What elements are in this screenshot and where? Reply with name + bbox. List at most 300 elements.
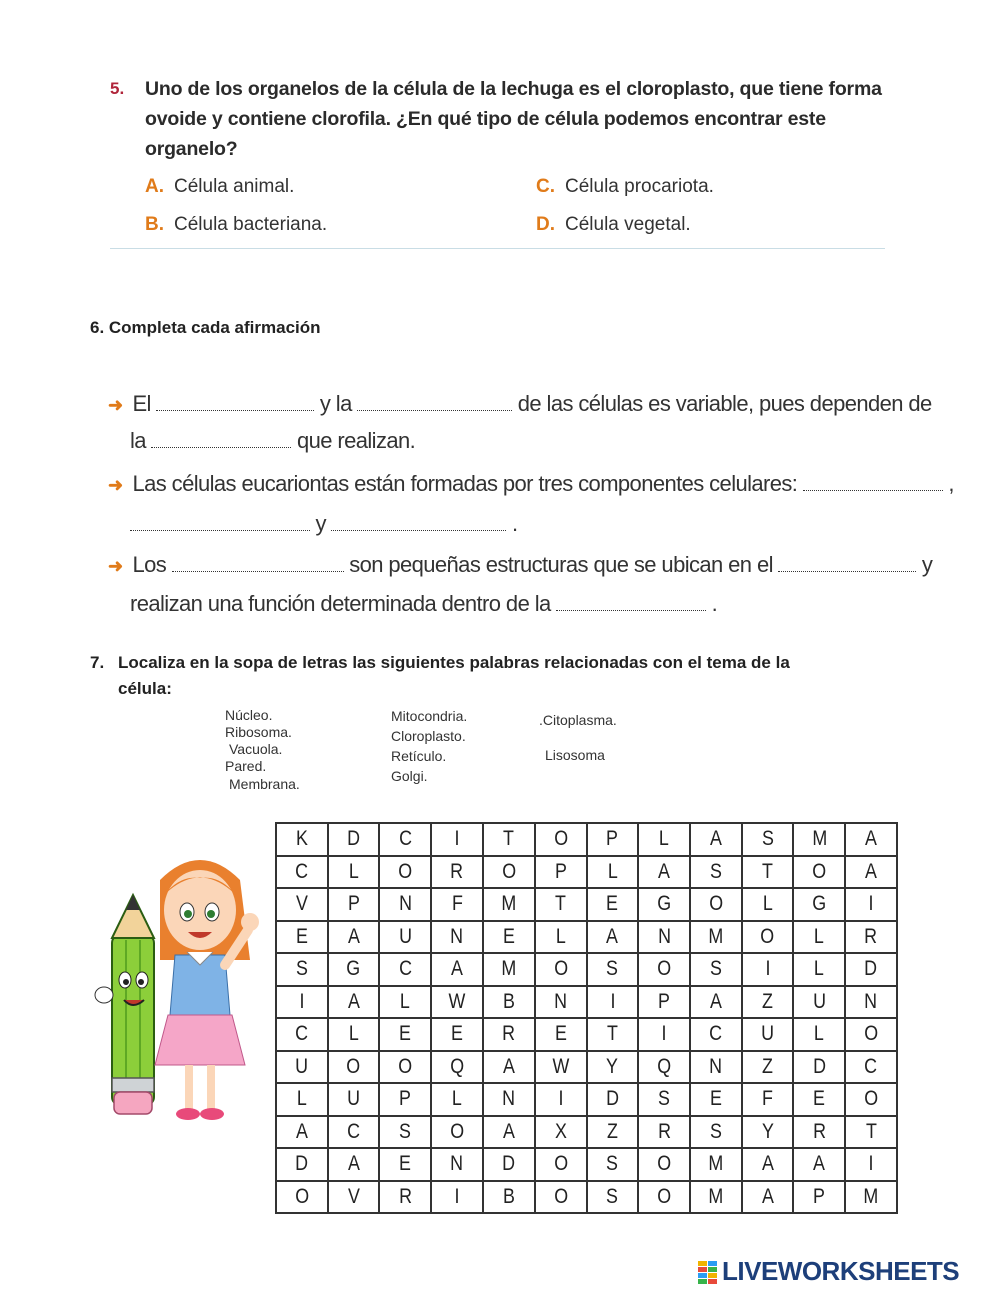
grid-letter: A bbox=[709, 989, 722, 1013]
grid-letter: A bbox=[865, 859, 878, 883]
grid-cell[interactable] bbox=[690, 1018, 742, 1051]
question-7-title bbox=[90, 650, 930, 702]
grid-cell[interactable] bbox=[742, 1148, 794, 1181]
statement-text: El bbox=[132, 391, 151, 416]
grid-row bbox=[276, 921, 897, 954]
statement-text: que realizan. bbox=[296, 428, 416, 453]
grid-cell[interactable] bbox=[483, 1083, 535, 1116]
grid-cell[interactable] bbox=[793, 953, 845, 986]
grid-cell[interactable] bbox=[328, 986, 380, 1019]
grid-letter: R bbox=[812, 1119, 826, 1143]
grid-letter: A bbox=[813, 1152, 826, 1176]
grid-cell[interactable] bbox=[793, 1181, 845, 1214]
statement-text: . bbox=[511, 511, 518, 536]
grid-cell[interactable] bbox=[793, 1083, 845, 1116]
grid-letter: L bbox=[814, 924, 825, 948]
grid-cell[interactable] bbox=[483, 823, 535, 856]
grid-letter: N bbox=[657, 924, 671, 948]
option-a[interactable] bbox=[145, 175, 294, 199]
grid-cell[interactable] bbox=[793, 921, 845, 954]
grid-cell[interactable] bbox=[483, 953, 535, 986]
grid-cell[interactable] bbox=[431, 1181, 483, 1214]
grid-cell[interactable] bbox=[379, 953, 431, 986]
grid-cell[interactable] bbox=[431, 1083, 483, 1116]
grid-letter: F bbox=[451, 892, 463, 916]
grid-cell[interactable] bbox=[276, 986, 328, 1019]
statement-2-line-2 bbox=[130, 510, 517, 538]
grid-letter: V bbox=[347, 1184, 360, 1208]
grid-letter: S bbox=[709, 957, 722, 981]
grid-letter: W bbox=[448, 989, 466, 1013]
grid-cell[interactable] bbox=[690, 986, 742, 1019]
grid-letter: P bbox=[813, 1184, 826, 1208]
statement-3-line-1 bbox=[108, 551, 932, 580]
grid-cell[interactable] bbox=[328, 1148, 380, 1181]
grid-cell[interactable] bbox=[638, 888, 690, 921]
grid-letter: O bbox=[450, 1119, 464, 1143]
blank-input[interactable] bbox=[130, 512, 310, 531]
grid-letter: M bbox=[811, 827, 827, 851]
grid-cell[interactable] bbox=[535, 888, 587, 921]
grid-letter: D bbox=[864, 957, 878, 981]
option-text: Célula vegetal. bbox=[565, 214, 691, 235]
grid-letter: P bbox=[347, 892, 360, 916]
grid-cell[interactable] bbox=[690, 921, 742, 954]
grid-cell[interactable] bbox=[793, 1018, 845, 1051]
grid-cell[interactable] bbox=[276, 1181, 328, 1214]
grid-row bbox=[276, 1116, 897, 1149]
blank-input[interactable] bbox=[357, 392, 512, 411]
grid-letter: O bbox=[553, 1184, 568, 1208]
question-7-number: 7. bbox=[90, 653, 105, 672]
grid-cell[interactable] bbox=[587, 1018, 639, 1051]
grid-letter: A bbox=[502, 1119, 515, 1143]
grid-cell[interactable] bbox=[431, 986, 483, 1019]
grid-cell[interactable] bbox=[742, 921, 794, 954]
option-text: Célula bacteriana. bbox=[174, 214, 328, 235]
grid-letter: T bbox=[762, 859, 773, 883]
grid-letter: M bbox=[708, 1152, 724, 1176]
grid-letter: I bbox=[609, 989, 615, 1013]
grid-letter: S bbox=[606, 957, 619, 981]
grid-cell[interactable] bbox=[379, 1051, 431, 1084]
grid-cell[interactable] bbox=[379, 1018, 431, 1051]
statement-text: y la bbox=[319, 391, 352, 416]
grid-cell[interactable] bbox=[587, 1116, 639, 1149]
grid-cell[interactable] bbox=[638, 823, 690, 856]
grid-cell[interactable] bbox=[845, 1018, 897, 1051]
grid-cell[interactable] bbox=[328, 1018, 380, 1051]
grid-letter: V bbox=[295, 892, 308, 916]
grid-letter: A bbox=[761, 1184, 774, 1208]
grid-cell[interactable] bbox=[845, 1051, 897, 1084]
word-search-grid[interactable] bbox=[275, 822, 898, 1214]
grid-cell[interactable] bbox=[535, 1148, 587, 1181]
grid-letter: Z bbox=[762, 1054, 773, 1078]
option-b[interactable] bbox=[145, 213, 327, 237]
grid-cell[interactable] bbox=[793, 888, 845, 921]
grid-cell[interactable] bbox=[431, 1051, 483, 1084]
grid-cell[interactable] bbox=[742, 856, 794, 889]
word-item: Vacuola. bbox=[229, 741, 283, 757]
grid-letter: L bbox=[452, 1087, 462, 1111]
grid-letter: L bbox=[555, 924, 566, 948]
grid-cell[interactable] bbox=[845, 921, 897, 954]
grid-letter: Q bbox=[450, 1054, 464, 1078]
grid-letter: G bbox=[346, 957, 361, 981]
grid-letter: O bbox=[864, 1022, 879, 1046]
brand-name: LIVEWORKSHEETS bbox=[722, 1256, 960, 1286]
word-item: Membrana. bbox=[229, 776, 300, 792]
grid-cell[interactable] bbox=[276, 1083, 328, 1116]
grid-letter: E bbox=[451, 1022, 463, 1046]
grid-letter: K bbox=[295, 827, 308, 851]
grid-letter: O bbox=[657, 957, 672, 981]
grid-cell[interactable] bbox=[793, 823, 845, 856]
grid-cell[interactable] bbox=[535, 986, 587, 1019]
grid-cell[interactable] bbox=[276, 953, 328, 986]
grid-letter: U bbox=[398, 924, 412, 948]
grid-cell[interactable] bbox=[379, 1148, 431, 1181]
grid-letter: C bbox=[398, 827, 412, 851]
grid-cell[interactable] bbox=[690, 823, 742, 856]
statement-text: Las células eucariontas están formadas por tres componentes celulares: bbox=[132, 471, 798, 496]
grid-cell[interactable] bbox=[483, 856, 535, 889]
grid-letter: E bbox=[606, 892, 619, 916]
grid-letter: S bbox=[606, 1184, 619, 1208]
grid-cell[interactable] bbox=[638, 1148, 690, 1181]
grid-letter: O bbox=[398, 1054, 413, 1078]
grid-cell[interactable] bbox=[276, 1051, 328, 1084]
grid-letter: G bbox=[812, 892, 827, 916]
grid-cell[interactable] bbox=[587, 856, 639, 889]
option-text: Célula animal. bbox=[174, 176, 295, 197]
statement-1-line-1 bbox=[108, 390, 932, 419]
grid-row bbox=[276, 1018, 897, 1051]
grid-cell[interactable] bbox=[638, 921, 690, 954]
grid-letter: L bbox=[659, 827, 670, 851]
grid-letter: R bbox=[450, 859, 464, 883]
blank-input[interactable] bbox=[331, 512, 506, 531]
grid-letter: A bbox=[761, 1152, 774, 1176]
grid-cell[interactable] bbox=[379, 888, 431, 921]
grid-cell[interactable] bbox=[587, 1181, 639, 1214]
grid-cell[interactable] bbox=[276, 1148, 328, 1181]
statement-text: y bbox=[921, 552, 933, 577]
option-letter: B. bbox=[145, 214, 164, 235]
grid-cell[interactable] bbox=[379, 823, 431, 856]
option-text: Célula procariota. bbox=[565, 176, 714, 197]
grid-letter: P bbox=[399, 1087, 412, 1111]
grid-cell[interactable] bbox=[379, 921, 431, 954]
grid-cell[interactable] bbox=[845, 1181, 897, 1214]
grid-letter: E bbox=[502, 924, 515, 948]
grid-cell[interactable] bbox=[535, 856, 587, 889]
grid-cell[interactable] bbox=[483, 1051, 535, 1084]
grid-letter: C bbox=[709, 1022, 723, 1046]
grid-cell[interactable] bbox=[276, 1116, 328, 1149]
grid-cell[interactable] bbox=[328, 1116, 380, 1149]
grid-cell[interactable] bbox=[328, 1051, 380, 1084]
grid-cell[interactable] bbox=[845, 1116, 897, 1149]
grid-cell[interactable] bbox=[431, 1018, 483, 1051]
grid-letter: P bbox=[606, 827, 619, 851]
grid-cell[interactable] bbox=[845, 1148, 897, 1181]
grid-letter: M bbox=[708, 924, 724, 948]
grid-letter: I bbox=[868, 892, 874, 916]
grid-cell[interactable] bbox=[431, 856, 483, 889]
blank-input[interactable] bbox=[778, 553, 916, 572]
grid-letter: U bbox=[295, 1054, 309, 1078]
grid-cell[interactable] bbox=[379, 1083, 431, 1116]
grid-cell[interactable] bbox=[638, 1181, 690, 1214]
grid-cell[interactable] bbox=[535, 1018, 587, 1051]
grid-cell[interactable] bbox=[587, 1051, 639, 1084]
grid-letter: O bbox=[553, 827, 568, 851]
question-5-number: 5. bbox=[110, 79, 125, 98]
grid-cell[interactable] bbox=[483, 1018, 535, 1051]
grid-cell[interactable] bbox=[328, 823, 380, 856]
statement-text: y bbox=[315, 511, 326, 536]
grid-letter: S bbox=[709, 859, 722, 883]
grid-cell[interactable] bbox=[690, 953, 742, 986]
grid-cell[interactable] bbox=[742, 823, 794, 856]
grid-cell[interactable] bbox=[431, 1148, 483, 1181]
grid-letter: A bbox=[502, 1054, 515, 1078]
grid-cell[interactable] bbox=[742, 1181, 794, 1214]
grid-cell[interactable] bbox=[845, 888, 897, 921]
grid-cell[interactable] bbox=[328, 921, 380, 954]
grid-letter: X bbox=[554, 1119, 567, 1143]
grid-letter: N bbox=[450, 1152, 464, 1176]
grid-letter: S bbox=[761, 827, 774, 851]
grid-cell[interactable] bbox=[742, 1051, 794, 1084]
question-6-title: 6. Completa cada afirmación bbox=[90, 318, 321, 337]
grid-cell[interactable] bbox=[638, 856, 690, 889]
divider bbox=[110, 248, 885, 249]
grid-letter: U bbox=[812, 989, 826, 1013]
grid-letter: O bbox=[346, 1054, 361, 1078]
statement-text: . bbox=[711, 591, 718, 616]
blank-input[interactable] bbox=[156, 392, 314, 411]
grid-cell[interactable] bbox=[328, 856, 380, 889]
grid-letter: S bbox=[295, 957, 308, 981]
grid-cell[interactable] bbox=[690, 1083, 742, 1116]
grid-cell[interactable] bbox=[431, 921, 483, 954]
grid-letter: O bbox=[760, 924, 775, 948]
grid-cell[interactable] bbox=[638, 1083, 690, 1116]
grid-letter: N bbox=[502, 1087, 516, 1111]
blank-input[interactable] bbox=[151, 429, 291, 448]
grid-cell[interactable] bbox=[690, 1181, 742, 1214]
grid-cell[interactable] bbox=[638, 953, 690, 986]
grid-cell[interactable] bbox=[483, 1148, 535, 1181]
grid-letter: T bbox=[503, 827, 515, 851]
grid-cell[interactable] bbox=[276, 888, 328, 921]
grid-cell[interactable] bbox=[638, 986, 690, 1019]
grid-cell[interactable] bbox=[742, 1018, 794, 1051]
grid-cell[interactable] bbox=[483, 1116, 535, 1149]
grid-cell[interactable] bbox=[276, 1018, 328, 1051]
grid-cell[interactable] bbox=[587, 1083, 639, 1116]
grid-letter: D bbox=[605, 1087, 619, 1111]
grid-cell[interactable] bbox=[793, 856, 845, 889]
grid-letter: C bbox=[864, 1054, 878, 1078]
statement-2-line-1 bbox=[108, 470, 954, 499]
grid-cell[interactable] bbox=[431, 888, 483, 921]
grid-cell[interactable] bbox=[638, 1051, 690, 1084]
statement-text: de las células es variable, pues dependen de bbox=[517, 391, 932, 416]
grid-cell[interactable] bbox=[587, 888, 639, 921]
grid-cell[interactable] bbox=[379, 986, 431, 1019]
grid-cell[interactable] bbox=[431, 953, 483, 986]
grid-letter: Y bbox=[761, 1119, 774, 1143]
question-5-line: organelo? bbox=[145, 138, 238, 160]
grid-cell[interactable] bbox=[690, 1116, 742, 1149]
grid-cell[interactable] bbox=[535, 1116, 587, 1149]
grid-letter: R bbox=[657, 1119, 671, 1143]
grid-cell[interactable] bbox=[845, 856, 897, 889]
grid-cell[interactable] bbox=[845, 986, 897, 1019]
grid-cell[interactable] bbox=[793, 1116, 845, 1149]
grid-letter: Z bbox=[606, 1119, 618, 1143]
question-5-line: Uno de los organelos de la célula de la lechuga es el cloroplasto, que tiene forma bbox=[145, 78, 882, 100]
grid-letter: N bbox=[554, 989, 568, 1013]
grid-cell[interactable] bbox=[328, 1083, 380, 1116]
grid-letter: P bbox=[554, 859, 567, 883]
grid-cell[interactable] bbox=[638, 1116, 690, 1149]
grid-cell[interactable] bbox=[535, 1083, 587, 1116]
grid-letter: W bbox=[552, 1054, 570, 1078]
grid-letter: D bbox=[347, 827, 360, 851]
word-item: Retículo. bbox=[391, 748, 447, 764]
grid-letter: Q bbox=[657, 1054, 672, 1078]
grid-letter: T bbox=[606, 1022, 618, 1046]
grid-letter: L bbox=[814, 957, 825, 981]
grid-letter: M bbox=[863, 1184, 879, 1208]
grid-cell[interactable] bbox=[587, 1148, 639, 1181]
grid-row bbox=[276, 953, 897, 986]
grid-cell[interactable] bbox=[431, 1116, 483, 1149]
grid-cell[interactable] bbox=[845, 953, 897, 986]
grid-cell[interactable] bbox=[483, 1181, 535, 1214]
grid-letter: A bbox=[295, 1119, 308, 1143]
grid-cell[interactable] bbox=[587, 823, 639, 856]
grid-cell[interactable] bbox=[587, 953, 639, 986]
statement-text: son pequeñas estructuras que se ubican en el bbox=[349, 552, 773, 577]
question-7-text: Localiza en la sopa de letras las siguientes palabras relacionadas con el tema de la bbox=[118, 653, 790, 672]
grid-letter: I bbox=[454, 1184, 460, 1208]
grid-cell[interactable] bbox=[690, 856, 742, 889]
question-5-line: ovoide y contiene clorofila. ¿En qué tipo de célula podemos encontrar este bbox=[145, 108, 826, 130]
grid-cell[interactable] bbox=[379, 856, 431, 889]
girl-icon bbox=[155, 860, 259, 1120]
grid-letter: O bbox=[553, 957, 568, 981]
grid-letter: C bbox=[295, 1022, 309, 1046]
grid-cell[interactable] bbox=[535, 1181, 587, 1214]
grid-letter: O bbox=[501, 859, 516, 883]
grid-cell[interactable] bbox=[845, 823, 897, 856]
grid-letter: G bbox=[657, 892, 672, 916]
grid-cell[interactable] bbox=[742, 953, 794, 986]
option-c[interactable] bbox=[536, 175, 714, 199]
grid-letter: Z bbox=[762, 989, 773, 1013]
grid-cell[interactable] bbox=[328, 1181, 380, 1214]
grid-letter: O bbox=[864, 1087, 879, 1111]
grid-cell[interactable] bbox=[328, 888, 380, 921]
grid-cell[interactable] bbox=[742, 986, 794, 1019]
question-5-text bbox=[145, 74, 885, 164]
word-item: Ribosoma. bbox=[225, 724, 292, 740]
grid-letter: D bbox=[812, 1054, 826, 1078]
grid-cell[interactable] bbox=[379, 1181, 431, 1214]
grid-letter: A bbox=[709, 827, 722, 851]
grid-cell[interactable] bbox=[535, 953, 587, 986]
statement-text: realizan una función determinada dentro de la bbox=[130, 591, 551, 616]
grid-cell[interactable] bbox=[690, 888, 742, 921]
grid-cell[interactable] bbox=[276, 921, 328, 954]
grid-cell[interactable] bbox=[431, 823, 483, 856]
girl-with-pencil-illustration bbox=[90, 840, 260, 1140]
word-item: Golgi. bbox=[391, 768, 428, 784]
grid-cell[interactable] bbox=[276, 856, 328, 889]
grid-cell[interactable] bbox=[328, 953, 380, 986]
grid-letter: N bbox=[398, 892, 412, 916]
blank-input[interactable] bbox=[172, 553, 344, 572]
grid-cell[interactable] bbox=[379, 1116, 431, 1149]
grid-cell[interactable] bbox=[742, 1083, 794, 1116]
grid-cell[interactable] bbox=[793, 1148, 845, 1181]
grid-cell[interactable] bbox=[587, 921, 639, 954]
grid-cell[interactable] bbox=[535, 823, 587, 856]
grid-cell[interactable] bbox=[483, 921, 535, 954]
grid-cell[interactable] bbox=[276, 823, 328, 856]
grid-letter: M bbox=[501, 892, 517, 916]
word-item: Cloroplasto. bbox=[391, 728, 466, 744]
grid-letter: L bbox=[762, 892, 773, 916]
option-letter: D. bbox=[536, 214, 555, 235]
grid-cell[interactable] bbox=[742, 1116, 794, 1149]
grid-letter: C bbox=[295, 859, 309, 883]
grid-cell[interactable] bbox=[845, 1083, 897, 1116]
arrow-right-icon: ➜ bbox=[108, 556, 123, 576]
grid-letter: L bbox=[607, 859, 618, 883]
pencil-icon bbox=[95, 895, 154, 1114]
grid-cell[interactable] bbox=[535, 1051, 587, 1084]
grid-row bbox=[276, 1148, 897, 1181]
grid-cell[interactable] bbox=[587, 986, 639, 1019]
grid-cell[interactable] bbox=[793, 986, 845, 1019]
grid-letter: O bbox=[657, 1152, 672, 1176]
grid-letter: L bbox=[400, 989, 411, 1013]
grid-cell[interactable] bbox=[793, 1051, 845, 1084]
grid-letter: E bbox=[399, 1022, 412, 1046]
blank-input[interactable] bbox=[803, 472, 943, 491]
statement-text: , bbox=[948, 471, 954, 496]
grid-cell[interactable] bbox=[483, 888, 535, 921]
grid-cell[interactable] bbox=[690, 1051, 742, 1084]
grid-cell[interactable] bbox=[483, 986, 535, 1019]
option-d[interactable] bbox=[536, 213, 691, 237]
grid-cell[interactable] bbox=[535, 921, 587, 954]
grid-cell[interactable] bbox=[742, 888, 794, 921]
word-item: Núcleo. bbox=[225, 707, 273, 723]
grid-cell[interactable] bbox=[690, 1148, 742, 1181]
blank-input[interactable] bbox=[556, 592, 706, 611]
grid-letter: C bbox=[347, 1119, 360, 1143]
grid-letter: M bbox=[708, 1184, 724, 1208]
grid-cell[interactable] bbox=[638, 1018, 690, 1051]
